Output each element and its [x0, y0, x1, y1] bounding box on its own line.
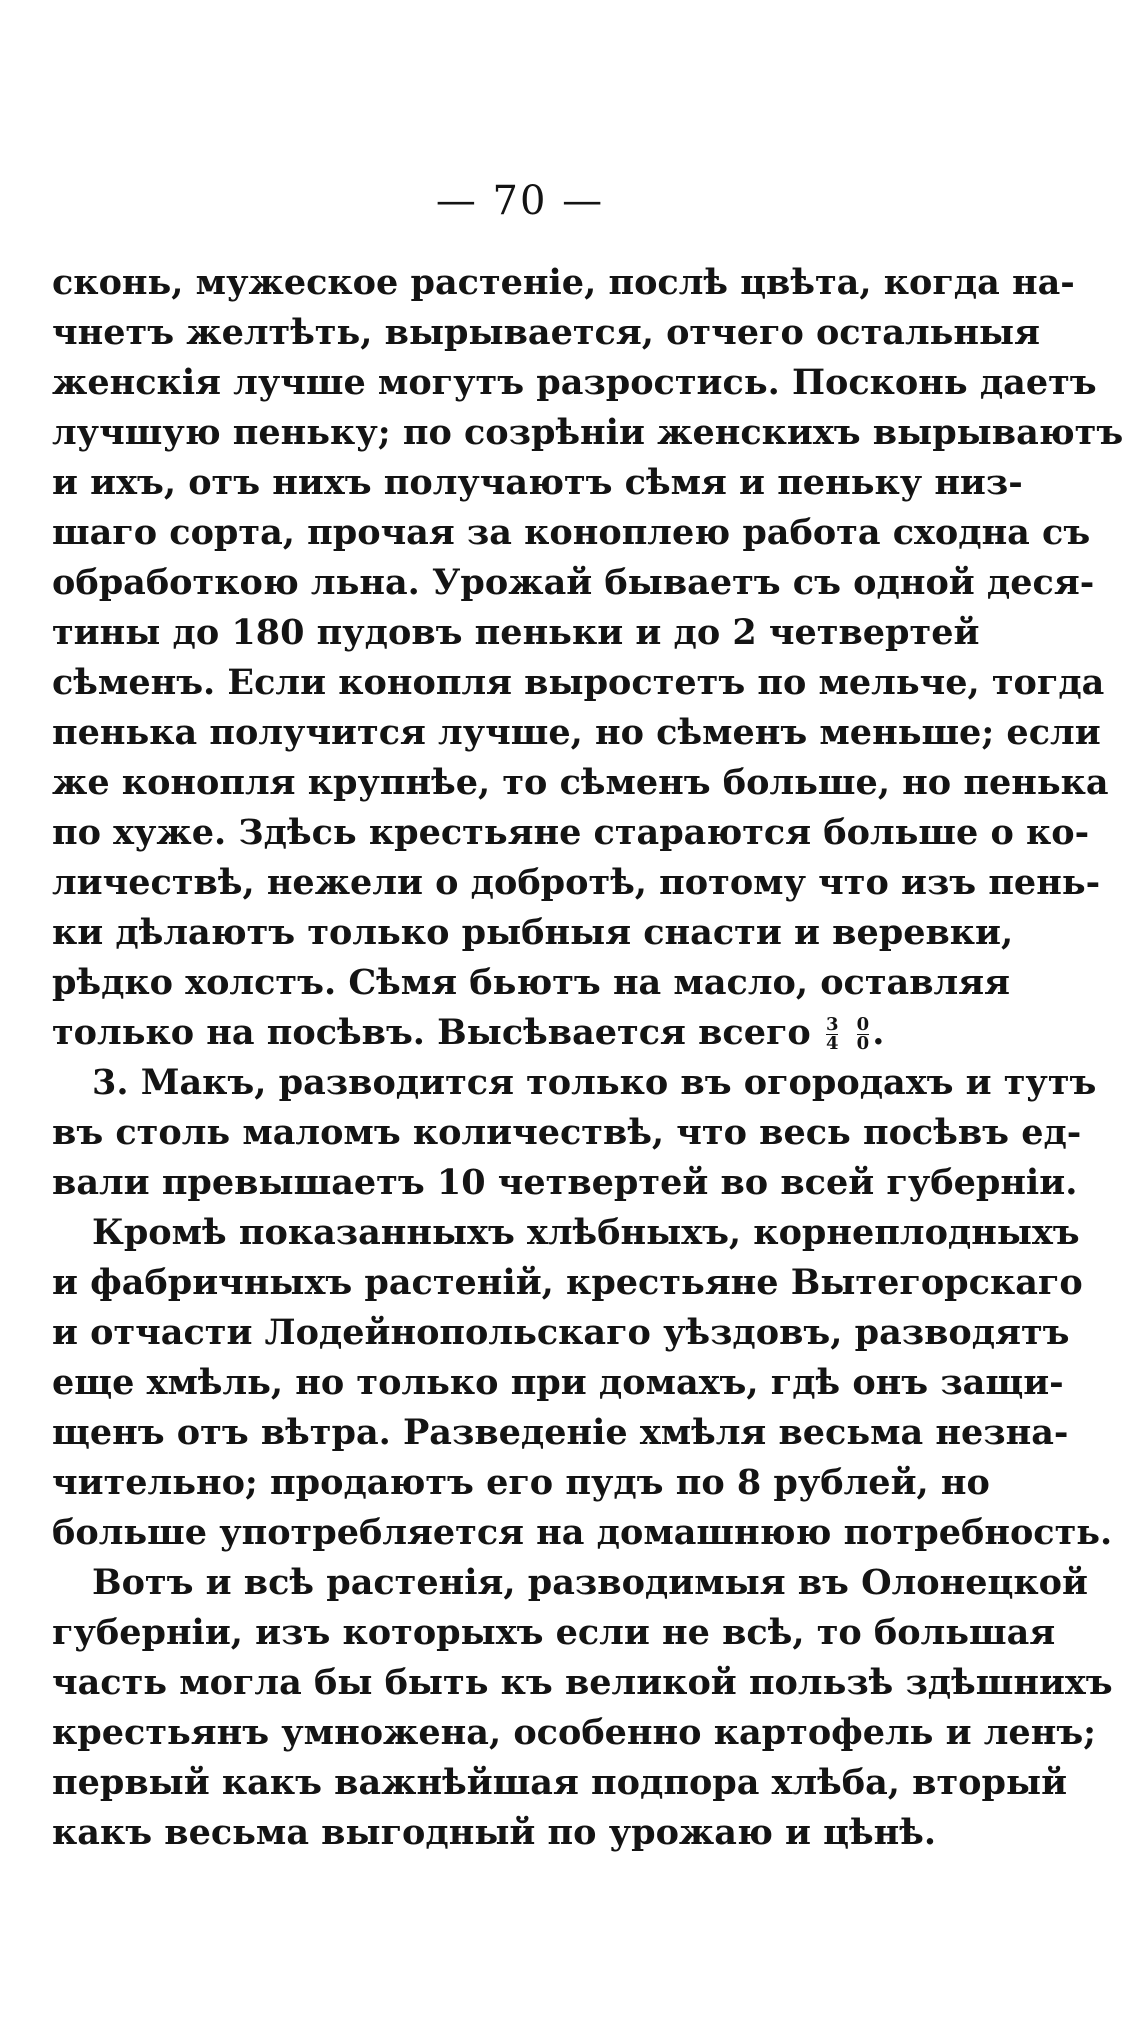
- text-line: [52, 858, 1101, 908]
- line-text: чнетъ желтѣть, вырывается, отчего остальныя: [52, 312, 1040, 353]
- text-line: [52, 1108, 1082, 1158]
- text-line: [52, 1058, 1097, 1108]
- text-line: [52, 558, 1095, 608]
- line-text: Вотъ и всѣ растенія, разводимыя въ Олонецкой: [92, 1562, 1088, 1603]
- line-text: крестьянъ умножена, особенно картофель и ленъ;: [52, 1712, 1097, 1753]
- text-line: [52, 358, 1097, 408]
- text-line: [52, 1708, 1097, 1758]
- text-line: [52, 1008, 972, 1058]
- line-text: губерніи, изъ которыхъ если не всѣ, то большая: [52, 1612, 1056, 1653]
- line-text: лучшую пеньку; по созрѣніи женскихъ вырываютъ: [52, 412, 1124, 453]
- line-text: шаго сорта, прочая за коноплею работа сходна съ: [52, 512, 1091, 553]
- line-text: же конопля крупнѣе, то сѣменъ больше, но пенька: [52, 762, 1109, 803]
- line-text: чительно; продаютъ его пудъ по 8 рублей, но: [52, 1462, 990, 1503]
- line-text: больше употребляется на домашнюю потребность.: [52, 1512, 1113, 1553]
- text-line: [52, 1208, 1080, 1258]
- text-line: [52, 1308, 1070, 1358]
- text-line: [52, 608, 980, 658]
- line-text: женскія лучше могутъ разростись. Посконь даетъ: [52, 362, 1097, 403]
- text-line: [52, 408, 1124, 458]
- text-line: [52, 1758, 1068, 1808]
- text-line: [52, 258, 1075, 308]
- line-text: тины до 180 пудовъ пеньки и до 2 четвертей: [52, 612, 980, 653]
- fraction-numerator: 0: [856, 1014, 870, 1035]
- text-line: [52, 1608, 1056, 1658]
- fraction: [826, 1016, 839, 1053]
- line-text: часть могла бы быть къ великой пользѣ здѣшнихъ: [52, 1662, 1113, 1703]
- text-line: [52, 1158, 1078, 1208]
- text-line: [52, 758, 1109, 808]
- text-line: [52, 1408, 1069, 1458]
- line-text: по хуже. Здѣсь крестьяне стараются больше о ко-: [52, 812, 1090, 853]
- line-text: въ столь маломъ количествѣ, что весь посѣвъ ед-: [52, 1112, 1082, 1153]
- text-line: [52, 708, 1101, 758]
- fraction-denominator: 0: [856, 1033, 870, 1054]
- page-number: — 70 —: [435, 178, 605, 224]
- line-text: Кромѣ показанныхъ хлѣбныхъ, корнеплодныхъ: [92, 1212, 1080, 1253]
- text-line: [52, 1358, 1064, 1408]
- text-line: [52, 908, 1014, 958]
- line-text: щенъ отъ вѣтра. Разведеніе хмѣля весьма незна-: [52, 1412, 1069, 1453]
- line-text: 3. Макъ, разводится только въ огородахъ и тутъ: [92, 1062, 1097, 1103]
- text-line: [52, 1508, 1113, 1558]
- text-line: [52, 1808, 972, 1858]
- text-line: [52, 958, 1010, 1008]
- line-text: какъ весьма выгодный по урожаю и цѣнѣ.: [52, 1812, 937, 1853]
- line-text: и фабричныхъ растеній, крестьяне Вытегорскаго: [52, 1262, 1083, 1303]
- text-line: [52, 1458, 990, 1508]
- line-text: и ихъ, отъ нихъ получаютъ сѣмя и пеньку низ-: [52, 462, 1023, 503]
- line-text: ки дѣлаютъ только рыбныя снасти и веревки,: [52, 912, 1014, 953]
- text-line: [52, 308, 1040, 358]
- line-text: первый какъ важнѣйшая подпора хлѣба, вторый: [52, 1762, 1068, 1803]
- line-text: вали превышаетъ 10 четвертей во всей губерніи.: [52, 1162, 1078, 1203]
- line-text: и отчасти Лодейнопольскаго уѣздовъ, разводятъ: [52, 1312, 1070, 1353]
- line-end-punct: .: [872, 1012, 885, 1053]
- line-text: только на посѣвъ. Высѣвается всего: [52, 1012, 811, 1053]
- fraction-numerator: 3: [825, 1014, 839, 1035]
- text-line: [52, 658, 1105, 708]
- text-line: [52, 1258, 1083, 1308]
- line-text: рѣдко холстъ. Сѣмя бьютъ на масло, оставляя: [52, 962, 1010, 1003]
- fraction-denominator: 4: [825, 1033, 839, 1054]
- line-text: сконь, мужеское растеніе, послѣ цвѣта, когда на-: [52, 262, 1075, 303]
- line-text: сѣменъ. Если конопля выростетъ по мельче, тогда: [52, 662, 1105, 703]
- text-line: [52, 1658, 1113, 1708]
- line-text: обработкою льна. Урожай бываетъ съ одной деся-: [52, 562, 1095, 603]
- body-text: [52, 258, 1124, 1858]
- line-text: еще хмѣль, но только при домахъ, гдѣ онъ защи-: [52, 1362, 1064, 1403]
- line-text: пенька получится лучше, но сѣменъ меньше; если: [52, 712, 1101, 753]
- text-line: [52, 458, 1023, 508]
- text-line: [52, 808, 1090, 858]
- text-line: [52, 1558, 1088, 1608]
- text-line: [52, 508, 1091, 558]
- line-text: личествѣ, нежели о добротѣ, потому что изъ пень-: [52, 862, 1101, 903]
- fraction: [857, 1016, 870, 1053]
